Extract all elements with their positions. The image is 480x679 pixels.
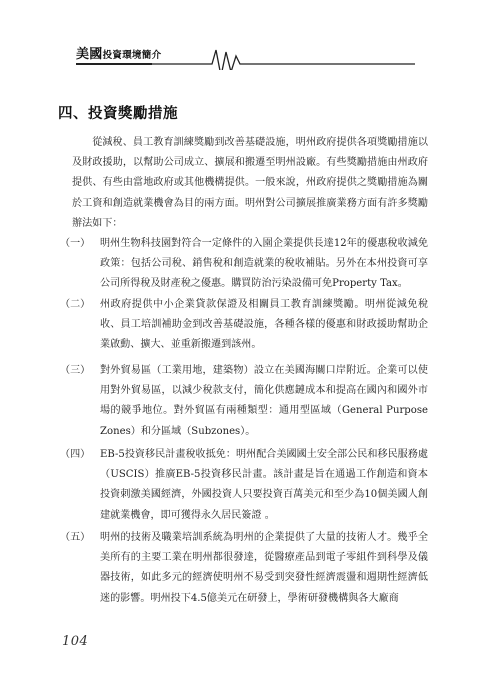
- header-title-subtitle: 投資環境簡介: [102, 50, 162, 61]
- list-item-number: （一）: [60, 238, 91, 249]
- list-item-number: （二）: [60, 299, 91, 310]
- intro-paragraph: 從減稅、員工教育訓練獎勵到改善基礎設施，明州政府提供各項獎勵措施以及財政援助，以幫助公司成立、擴展和搬遷至明州設廠。有些獎勵措施由州政府提供、有些由當地政府或其他機構提供。一般來說，州政府提供之獎勵措施為關於工資和創造就業機會為目的兩方面。明州對公司擴展推廣業務方面有許多獎勵辦法如下：: [72, 137, 428, 229]
- page-number: 104: [62, 634, 89, 649]
- list-item-text: 州政府提供中小企業貸款保證及相關員工教育訓練獎勵。明州從減免稅收、員工培訓補助金到改善基礎設施，各種各樣的優惠和財政援助幫助企業啟動、擴大、並重新搬遷到該州。: [100, 299, 428, 351]
- list-item-text: 對外貿易區（工業用地，建築物）設立在美國海關口岸附近。企業可以使用對外貿易區，以減少稅款支付，簡化供應鏈成本和提高在國內和國外市場的競爭地位。對外貿區有兩種類型：通用型區域（General Purpose Zones）和分區域（Subzones）。: [100, 365, 428, 437]
- list-item: [60, 361, 428, 442]
- list-item: [60, 295, 428, 356]
- list-item-text: 明州的技術及職業培訓系統為明州的企業提供了大量的技術人才。幾乎全美所有的主要工業在明州都很發達，從醫療產品到電子零組件到科學及儀器技術，如此多元的經濟使明州不易受到突發性經濟震盪和週期性經濟低迷的影響。明州投下4.5億美元在研發上，學術研發機構與各大廠商: [100, 532, 428, 604]
- list-item-number: （五）: [60, 532, 91, 543]
- header-title-country: 美國: [76, 47, 103, 62]
- list-item: [60, 234, 428, 295]
- list-item-number: （三）: [60, 365, 91, 376]
- list-item-number: （四）: [60, 449, 91, 460]
- header-rule-graphic: [0, 40, 480, 70]
- list-item: [60, 445, 428, 526]
- list-item: [60, 528, 428, 609]
- header-title: [76, 43, 161, 62]
- section-heading: 四、投資獎勵措施: [58, 105, 178, 122]
- list-item-text: 明州生物科技園對符合一定條件的入園企業提供長達12年的優惠稅收減免政策：包括公司稅、銷售稅和創造就業的稅收補貼。另外在本州投資可享公司所得稅及財產稅之優惠。購買防治污染設備可免Property Tax。: [100, 238, 428, 290]
- running-header: [0, 40, 480, 70]
- list-item-text: EB-5投資移民計畫稅收抵免：明州配合美國國土安全部公民和移民服務處（USCIS）推廣EB-5投資移民計畫。該計畫是旨在通過工作創造和資本投資刺激美國經濟，外國投資人只要投資百萬美元和至少為10個美國人創建就業機會，即可獲得永久居民簽證 。: [100, 449, 428, 521]
